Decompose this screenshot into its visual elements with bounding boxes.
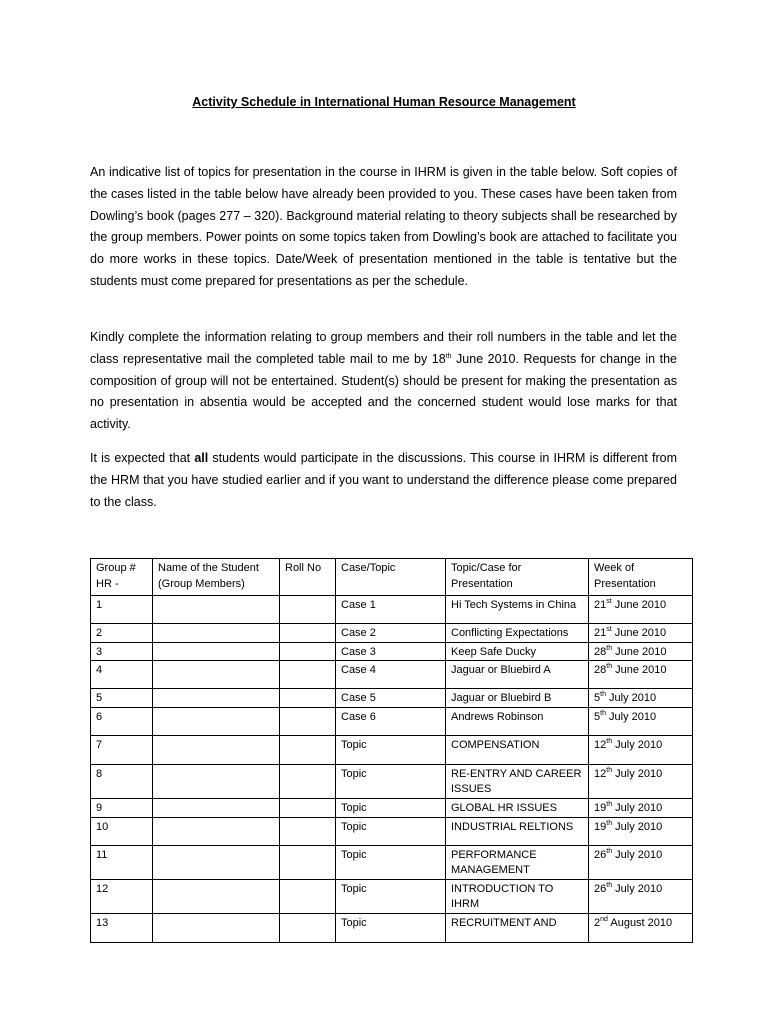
- table-row: [91, 798, 693, 817]
- cell-group: 9: [91, 798, 153, 817]
- document-title: Activity Schedule in International Human Resource Management: [192, 95, 576, 109]
- cell-week: [589, 845, 693, 879]
- week-day: 5: [594, 710, 601, 723]
- cell-topic: INTRODUCTION TO IHRM: [446, 879, 589, 913]
- participation-bold-word: all: [194, 451, 209, 465]
- week-day: 26: [594, 882, 607, 895]
- participation-text-after: students would participate in the discussions. This course in IHRM is different from the HRM that you have studied earlier and if you want to understand the difference please come prepared to the class.: [90, 451, 677, 509]
- cell-week: [589, 707, 693, 735]
- week-day: 28: [594, 645, 607, 658]
- cell-topic: INDUSTRIAL RELTIONS: [446, 817, 589, 845]
- cell-topic: GLOBAL HR ISSUES: [446, 798, 589, 817]
- cell-week: [589, 624, 693, 643]
- week-month-year: July 2010: [612, 820, 663, 833]
- header-week: Week of Presentation: [589, 559, 693, 596]
- cell-rollno: [280, 798, 336, 817]
- cell-casetopic: Case 4: [336, 661, 446, 689]
- cell-casetopic: Topic: [336, 879, 446, 913]
- cell-casetopic: Case 2: [336, 624, 446, 643]
- cell-casetopic: Case 3: [336, 642, 446, 661]
- week-day-suffix: th: [606, 881, 613, 889]
- cell-casetopic: Case 5: [336, 689, 446, 708]
- week-month-year: July 2010: [612, 767, 663, 780]
- cell-rollno: [280, 764, 336, 798]
- cell-rollno: [280, 735, 336, 764]
- header-casetopic: Case/Topic: [336, 559, 446, 596]
- table-row: [91, 707, 693, 735]
- cell-casetopic: Topic: [336, 845, 446, 879]
- week-day: 12: [594, 767, 607, 780]
- cell-student-name: [153, 689, 280, 708]
- cell-rollno: [280, 913, 336, 942]
- cell-group: 5: [91, 689, 153, 708]
- cell-week: [589, 596, 693, 624]
- header-student: Name of the Student (Group Members): [153, 559, 280, 596]
- week-day-suffix: th: [606, 800, 613, 808]
- cell-topic: RE-ENTRY AND CAREER ISSUES: [446, 764, 589, 798]
- cell-week: [589, 764, 693, 798]
- table-row: [91, 642, 693, 661]
- week-day-suffix: th: [606, 847, 613, 855]
- cell-rollno: [280, 707, 336, 735]
- week-day: 19: [594, 801, 607, 814]
- week-day: 19: [594, 820, 607, 833]
- cell-topic: Jaguar or Bluebird B: [446, 689, 589, 708]
- participation-paragraph: [90, 448, 677, 513]
- cell-group: 3: [91, 642, 153, 661]
- instructions-paragraph: [90, 327, 677, 436]
- table-row: [91, 661, 693, 689]
- cell-week: [589, 689, 693, 708]
- cell-group: 11: [91, 845, 153, 879]
- table-row: [91, 913, 693, 942]
- table-row: [91, 879, 693, 913]
- week-month-year: July 2010: [612, 882, 663, 895]
- cell-student-name: [153, 817, 280, 845]
- intro-paragraph: An indicative list of topics for presentation in the course in IHRM is given in the table below. Soft copies of the cases listed in the table below have already been provided to you. These cases have been taken from Dowling’s book (pages 277 – 320). Background material relating to theory subjects shall be researched by the group members. Power points on some topics taken from Dowling’s book are attached to facilitate you do more works in these topics. Date/Week of presentation mentioned in the table is tentative but the students must come prepared for presentations as per the schedule.: [90, 165, 677, 288]
- cell-rollno: [280, 596, 336, 624]
- cell-casetopic: Topic: [336, 817, 446, 845]
- cell-student-name: [153, 913, 280, 942]
- cell-casetopic: Topic: [336, 798, 446, 817]
- week-day-suffix: nd: [600, 915, 608, 923]
- cell-topic: COMPENSATION: [446, 735, 589, 764]
- table-row: [91, 689, 693, 708]
- table-header-row: [91, 559, 693, 596]
- week-day-suffix: th: [606, 644, 613, 652]
- table-row: [91, 735, 693, 764]
- week-day: 12: [594, 738, 607, 751]
- cell-rollno: [280, 689, 336, 708]
- cell-week: [589, 913, 693, 942]
- header-topic: Topic/Case for Presentation: [446, 559, 589, 596]
- cell-rollno: [280, 624, 336, 643]
- week-month-year: July 2010: [605, 692, 657, 705]
- cell-week: [589, 661, 693, 689]
- cell-topic: Jaguar or Bluebird A: [446, 661, 589, 689]
- participation-text-before: It is expected that: [90, 451, 195, 465]
- week-day-suffix: th: [600, 691, 606, 699]
- table-row: [91, 624, 693, 643]
- week-day: 5: [594, 692, 601, 705]
- cell-student-name: [153, 596, 280, 624]
- week-month-year: July 2010: [612, 738, 663, 751]
- instructions-text-after: June 2010. Requests for change in the composition of group will not be entertained. Student(s) should be present for making the presentation as no presentation in absentia would be accepted and the concerned student would lose marks for that activity.: [90, 351, 677, 432]
- cell-week: [589, 798, 693, 817]
- cell-casetopic: Topic: [336, 913, 446, 942]
- week-day-suffix: th: [606, 819, 613, 827]
- cell-rollno: [280, 879, 336, 913]
- cell-student-name: [153, 624, 280, 643]
- cell-topic: Conflicting Expectations: [446, 624, 589, 643]
- week-day-suffix: th: [606, 663, 613, 671]
- schedule-table: [90, 558, 693, 943]
- week-month-year: June 2010: [612, 645, 667, 658]
- week-day-suffix: th: [606, 766, 613, 774]
- cell-topic: Hi Tech Systems in China: [446, 596, 589, 624]
- cell-group: 13: [91, 913, 153, 942]
- week-month-year: July 2010: [605, 710, 657, 723]
- cell-topic: Andrews Robinson: [446, 707, 589, 735]
- cell-topic: PERFORMANCE MANAGEMENT: [446, 845, 589, 879]
- week-month-year: June 2010: [611, 627, 667, 639]
- cell-student-name: [153, 642, 280, 661]
- cell-week: [589, 642, 693, 661]
- table-row: [91, 596, 693, 624]
- table-row: [91, 845, 693, 879]
- header-rollno: Roll No: [280, 559, 336, 596]
- table-row: [91, 764, 693, 798]
- cell-student-name: [153, 764, 280, 798]
- table-row: [91, 817, 693, 845]
- week-day-suffix: th: [606, 737, 613, 745]
- week-month-year: June 2010: [612, 664, 667, 677]
- date-superscript: th: [445, 352, 452, 360]
- cell-week: [589, 879, 693, 913]
- week-day: 28: [594, 664, 607, 677]
- cell-student-name: [153, 735, 280, 764]
- cell-group: 7: [91, 735, 153, 764]
- cell-group: 12: [91, 879, 153, 913]
- cell-student-name: [153, 707, 280, 735]
- cell-student-name: [153, 845, 280, 879]
- cell-rollno: [280, 661, 336, 689]
- cell-rollno: [280, 642, 336, 661]
- week-day: 21: [594, 599, 607, 611]
- cell-topic: RECRUITMENT AND: [446, 913, 589, 942]
- week-day-suffix: st: [606, 626, 612, 633]
- cell-casetopic: Case 1: [336, 596, 446, 624]
- cell-casetopic: Case 6: [336, 707, 446, 735]
- cell-week: [589, 735, 693, 764]
- instructions-text-before: Kindly complete the information relating to group members and their roll numbers in the table and let the class representative mail the completed table mail to me by 18: [90, 330, 677, 366]
- cell-casetopic: Topic: [336, 764, 446, 798]
- cell-rollno: [280, 817, 336, 845]
- cell-week: [589, 817, 693, 845]
- week-month-year: June 2010: [611, 599, 667, 611]
- cell-student-name: [153, 879, 280, 913]
- week-day: 26: [594, 848, 607, 861]
- cell-casetopic: Topic: [336, 735, 446, 764]
- week-month-year: July 2010: [612, 848, 663, 861]
- week-day-suffix: st: [606, 598, 612, 605]
- week-month-year: July 2010: [612, 801, 663, 814]
- week-day: 21: [594, 627, 607, 639]
- cell-student-name: [153, 661, 280, 689]
- cell-topic: Keep Safe Ducky: [446, 642, 589, 661]
- cell-group: 8: [91, 764, 153, 798]
- cell-group: 2: [91, 624, 153, 643]
- cell-group: 10: [91, 817, 153, 845]
- cell-student-name: [153, 798, 280, 817]
- week-month-year: August 2010: [607, 916, 673, 929]
- cell-group: 4: [91, 661, 153, 689]
- header-group: Group # HR -: [91, 559, 153, 596]
- cell-group: 6: [91, 707, 153, 735]
- cell-rollno: [280, 845, 336, 879]
- week-day-suffix: th: [600, 709, 606, 717]
- week-day: 2: [594, 916, 601, 929]
- cell-group: 1: [91, 596, 153, 624]
